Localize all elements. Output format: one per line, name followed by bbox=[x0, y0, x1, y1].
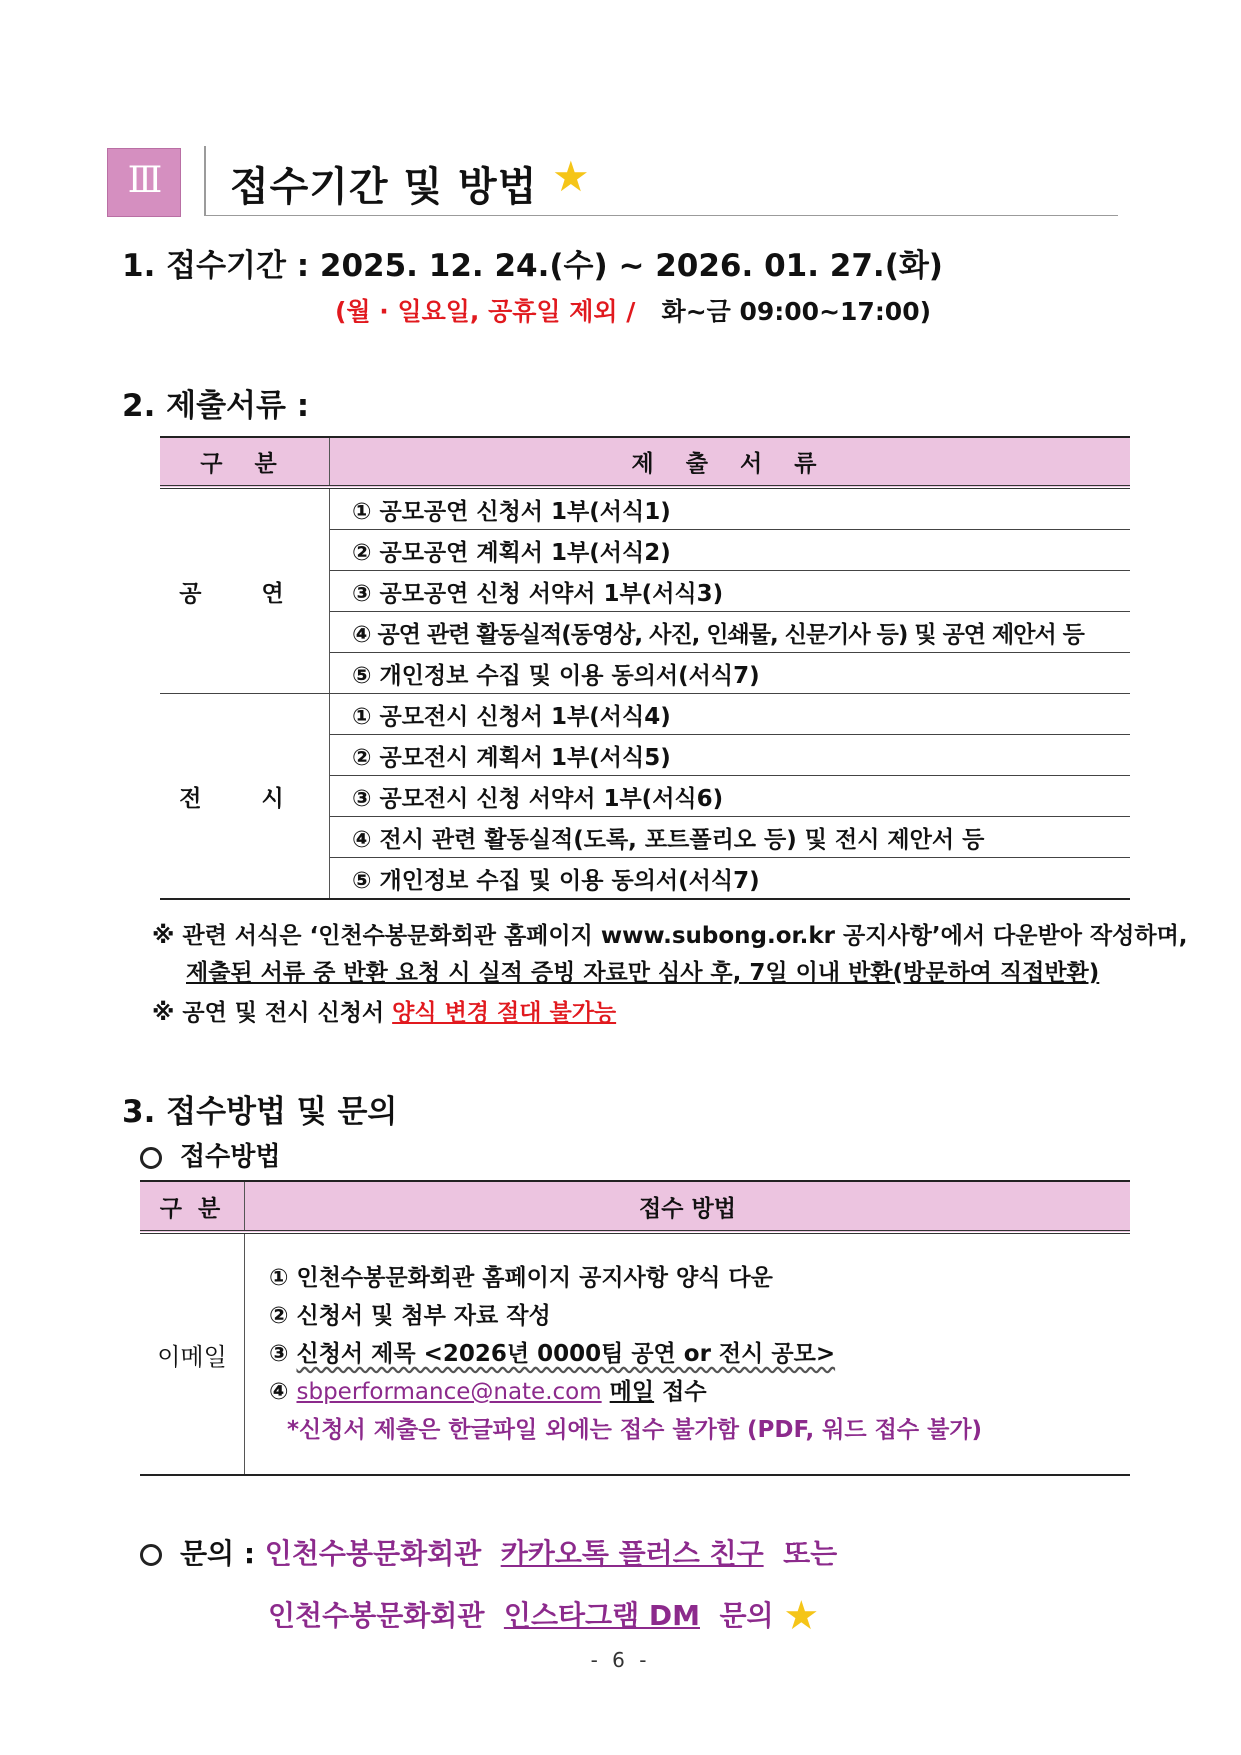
section-divider bbox=[204, 146, 206, 216]
method-subheading bbox=[140, 1136, 280, 1173]
circle-bullet-icon bbox=[140, 1147, 162, 1169]
document-item: ⑤ 개인정보 수집 및 이용 동의서(서식7) bbox=[330, 858, 1131, 900]
document-item: ④ 전시 관련 활동실적(도록, 포트폴리오 등) 및 전시 제안서 등 bbox=[330, 817, 1131, 858]
method-table bbox=[140, 1180, 1130, 1476]
category-exhibition: 전 시 bbox=[160, 694, 330, 900]
table-header-row bbox=[160, 437, 1130, 487]
instagram-channel: 인스타그램 DM bbox=[503, 1599, 700, 1632]
email-suffix: 접수 bbox=[654, 1379, 707, 1405]
email-mail-label: 메일 bbox=[609, 1379, 655, 1405]
kakaotalk-channel: 카카오톡 플러스 친구 bbox=[500, 1537, 764, 1570]
method-step bbox=[269, 1335, 1130, 1373]
column-header-category: 구 분 bbox=[140, 1181, 245, 1232]
note-form-change-warning: 양식 변경 절대 불가능 bbox=[392, 1000, 617, 1026]
inquiry-line-1 bbox=[140, 1532, 837, 1572]
document-item: ⑤ 개인정보 수집 및 이용 동의서(서식7) bbox=[330, 653, 1131, 694]
document-item: ① 공모공연 신청서 1부(서식1) bbox=[330, 487, 1131, 530]
documents-heading: 2. 제출서류 : bbox=[122, 388, 310, 424]
inquiry-suffix: 문의 bbox=[719, 1599, 774, 1632]
period-note-hours: 화~금 09:00~17:00) bbox=[661, 297, 932, 326]
page-number: - 6 - bbox=[590, 1648, 651, 1672]
column-header-category: 구 분 bbox=[160, 437, 330, 487]
document-item: ② 공모전시 계획서 1부(서식5) bbox=[330, 735, 1131, 776]
document-item: ③ 공모전시 신청 서약서 1부(서식6) bbox=[330, 776, 1131, 817]
email-subject-format: 신청서 제목 <2026년 0000팀 공연 or 전시 공모> bbox=[296, 1341, 836, 1367]
documents-table bbox=[160, 436, 1130, 900]
section-title: 접수기간 및 방법 bbox=[230, 164, 538, 210]
period-note-exclusion: (월 · 일요일, 공휴일 제외 / bbox=[335, 297, 636, 326]
document-item: ④ 공연 관련 활동실적(동영상, 사진, 인쇄물, 신문기사 등) 및 공연 제안서 등 bbox=[330, 612, 1131, 653]
file-format-note: *신청서 제출은 한글파일 외에는 접수 불가함 (PDF, 워드 접수 불가) bbox=[287, 1417, 983, 1443]
inquiry-connector: 또는 bbox=[783, 1537, 838, 1570]
period-heading: 1. 접수기간 : 2025. 12. 24.(수) ~ 2026. 01. 27.(화) bbox=[122, 248, 943, 284]
period-note bbox=[335, 292, 931, 328]
section-underline bbox=[204, 215, 1118, 216]
star-icon: ★ bbox=[783, 1593, 820, 1639]
method-step: ① 인천수봉문화회관 홈페이지 공지사항 양식 다운 bbox=[269, 1265, 773, 1291]
email-link[interactable]: sbperformance@nate.com bbox=[296, 1379, 602, 1405]
table-header-row bbox=[140, 1181, 1130, 1232]
step-number: ④ bbox=[269, 1379, 297, 1405]
method-steps bbox=[245, 1232, 1131, 1475]
table-row bbox=[160, 694, 1130, 735]
method-step: ② 신청서 및 첨부 자료 작성 bbox=[269, 1303, 551, 1329]
method-step bbox=[269, 1373, 1130, 1411]
inquiry-org: 인천수봉문화회관 bbox=[264, 1537, 482, 1570]
method-subheading-label: 접수방법 bbox=[180, 1142, 281, 1172]
category-email: 이메일 bbox=[140, 1232, 245, 1475]
column-header-documents: 제 출 서 류 bbox=[330, 437, 1131, 487]
column-header-method: 접수 방법 bbox=[245, 1181, 1131, 1232]
star-icon: ★ bbox=[552, 152, 590, 201]
note-form-change bbox=[152, 994, 616, 1027]
circle-bullet-icon bbox=[140, 1544, 162, 1566]
note-form-change-prefix: ※ 공연 및 전시 신청서 bbox=[152, 1000, 393, 1026]
document-item: ③ 공모공연 신청 서약서 1부(서식3) bbox=[330, 571, 1131, 612]
note-return-policy: 제출된 서류 중 반환 요청 시 실적 증빙 자료만 심사 후, 7일 이내 반환(방문하여 직접반환) bbox=[186, 960, 1100, 986]
section-number-box: Ⅲ bbox=[107, 148, 181, 217]
method-heading: 3. 접수방법 및 문의 bbox=[122, 1094, 398, 1130]
step-number: ③ bbox=[269, 1341, 297, 1367]
inquiry-line-2 bbox=[268, 1593, 819, 1639]
inquiry-org: 인천수봉문화회관 bbox=[268, 1599, 485, 1632]
table-row bbox=[160, 487, 1130, 530]
note-forms-download: ※ 관련 서식은 ‘인천수봉문화회관 홈페이지 www.subong.or.kr 공지사항’에서 다운받아 작성하며, bbox=[152, 923, 1188, 949]
inquiry-label: 문의 : bbox=[180, 1537, 265, 1570]
document-item: ② 공모공연 계획서 1부(서식2) bbox=[330, 530, 1131, 571]
document-item: ① 공모전시 신청서 1부(서식4) bbox=[330, 694, 1131, 735]
category-performance: 공 연 bbox=[160, 487, 330, 694]
table-row bbox=[140, 1232, 1130, 1475]
